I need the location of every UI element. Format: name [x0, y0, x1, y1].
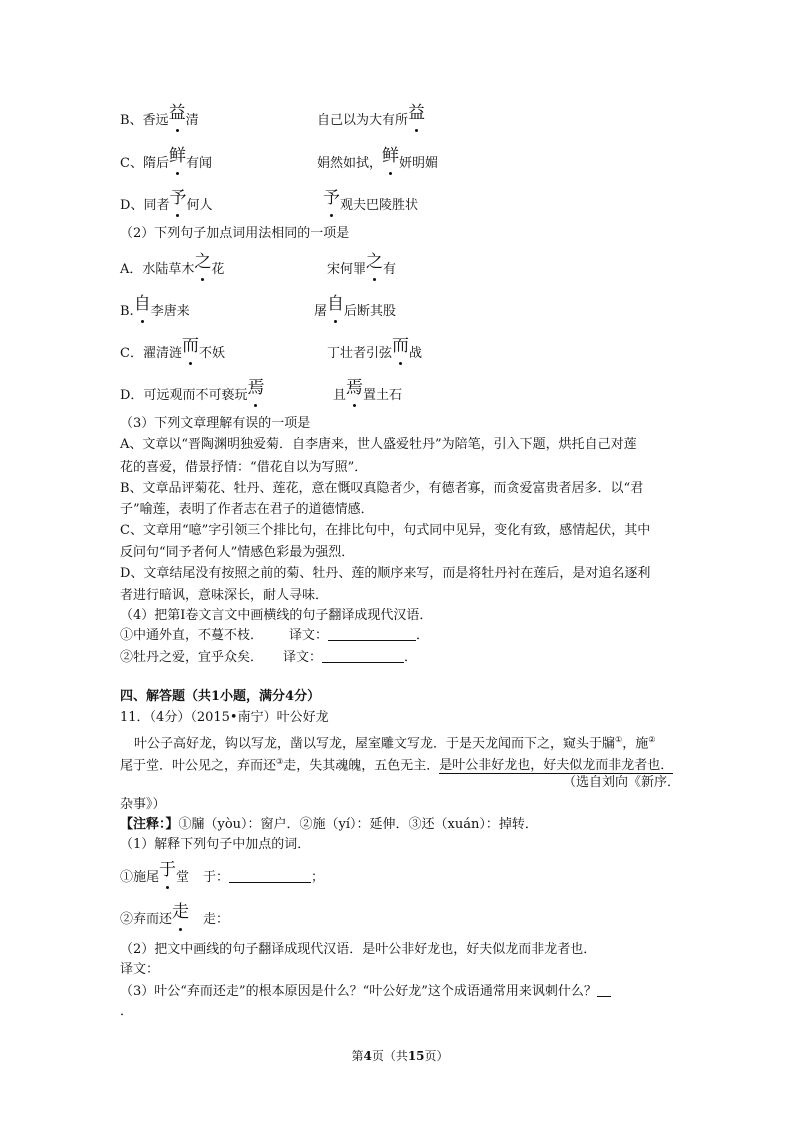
dotted-char: 之: [366, 252, 384, 272]
q2-option-c: C．濯清涟而不妖: [120, 336, 225, 361]
dotted-char: 走: [172, 902, 190, 922]
page-footer: 第4页（共15页）: [351, 1049, 449, 1063]
q3-option-b-line2: 子”喻莲，表明了作者志在君子的道德情感．: [120, 502, 374, 517]
dotted-char: 自: [133, 294, 151, 314]
q11-sub1: （1）解释下列句子中加点的词．: [120, 837, 311, 852]
q11-passage-line2: 尾于堂．叶公见之，弃而还③走，失其魂魄，五色无主．是叶公非好龙也，好夫似龙而非龙者也．: [120, 757, 674, 774]
q1-option-b: B、香远益清: [120, 103, 199, 128]
q11-explain-1: ①施尾于堂 于： ；: [120, 860, 325, 885]
answer-blank[interactable]: [322, 648, 404, 663]
q3-title: （3）下列文章理解有误的一项是: [120, 416, 311, 431]
q2-option-a-second: 宋何罪之有: [327, 252, 397, 277]
q11-sub3: （3）叶公“弃而还走”的根本原因是什么？“叶公好龙”这个成语通常用来讽刺什么？: [120, 982, 611, 1002]
q1-option-c-second: 娟然如拭，鲜妍明媚: [317, 146, 439, 171]
q1-option-d-second: 予观夫巴陵胜状: [323, 188, 419, 213]
q2-title: （2）下列句子加点词用法相同的一项是: [120, 226, 350, 241]
dotted-char: 之: [194, 252, 212, 272]
q4-title: （4）把第Ⅰ卷文言文中画横线的句子翻译成现代汉语．: [120, 608, 433, 623]
q1-option-d: D、同者予何人: [120, 188, 213, 213]
dotted-char: 焉: [346, 378, 364, 398]
q2-option-b-second: 屠自后断其股: [314, 294, 397, 319]
answer-blank[interactable]: [328, 626, 416, 641]
q11-sub2: （2）把文中画线的句子翻译成现代汉语．是叶公非好龙也，好夫似龙而非龙者也．: [120, 942, 597, 957]
q2-option-a: A．水陆草木之花: [120, 252, 225, 277]
q11-translation: 译文：: [120, 962, 160, 977]
q11-notes: 【注释：】①牖（yòu）：窗户．②施（yí）：延伸．③还（xuán）：掉转．: [120, 817, 538, 832]
q4-sentence-2: ②牡丹之爱，宜乎众矣． 译文： ．: [120, 650, 418, 665]
dotted-char: 益: [168, 103, 186, 123]
q11-sub3-end: ．: [120, 1004, 134, 1019]
q3-option-d-line2: 者进行暗讽，意味深长，耐人寻味．: [120, 588, 329, 603]
q3-option-c-line2: 反问句“同予者何人”情感色彩最为强烈．: [120, 545, 355, 560]
dotted-char: 自: [327, 294, 345, 314]
q3-option-a-line1: A、文章以“晋陶渊明独爱菊．自李唐来，世人盛爱牡丹”为陪笔，引入下题，烘托自己对莲: [120, 437, 637, 452]
q2-option-d-second: 且焉置土石: [333, 378, 403, 403]
section-heading: 四、解答题（共1小题，满分4分）: [120, 689, 321, 704]
q11-passage-line1: 叶公子高好龙，钩以写龙，凿以写龙，屋室雕文写龙．于是天龙闻而下之，窥头于牖①，施②: [134, 735, 656, 752]
q11-header: 11．（4分）（2015•南宁）叶公好龙: [120, 710, 329, 725]
q2-option-d: D．可远观而不可亵玩焉: [120, 378, 265, 403]
q2-option-c-second: 丁壮者引弦而战: [327, 336, 423, 361]
q3-option-a-line2: 花的喜爱，借景抒情：“借花自以为写照”．: [120, 460, 368, 475]
dotted-char: 而: [392, 336, 410, 356]
q1-option-c: C、隋后鲜有闻: [120, 146, 212, 171]
dotted-char: 予: [169, 188, 187, 208]
dotted-char: 焉: [247, 378, 265, 398]
dotted-char: 鲜: [382, 146, 400, 166]
dotted-char: 而: [181, 336, 199, 356]
q11-explain-2: ②弃而还走 走：: [120, 902, 230, 927]
q2-option-b: B.自李唐来: [120, 294, 190, 319]
q3-option-d-line1: D、文章结尾没有按照之前的菊、牡丹、莲的顺序来写，而是将牡丹衬在莲后，是对追名逐利: [120, 566, 651, 581]
dotted-char: 于: [159, 860, 177, 880]
answer-blank[interactable]: [229, 868, 311, 883]
q3-option-c-line1: C、文章用“噫”字引领三个排比句，在排比句中，句式同中见异，变化有致，感情起伏，其中: [120, 523, 651, 538]
answer-blank[interactable]: [597, 982, 611, 997]
q3-option-b-line1: B、文章品评菊花、牡丹、莲花，意在慨叹真隐者少，有德者寡，而贪爱富贵者居多．以“君: [120, 481, 644, 496]
q11-source-line1: （选自刘向《新序．: [563, 775, 681, 790]
q1-option-b-second: 自己以为大有所益: [317, 103, 426, 128]
dotted-char: 鲜: [168, 146, 186, 166]
dotted-char: 予: [323, 188, 340, 208]
q4-sentence-1: ①中通外直，不蔓不枝． 译文： ．: [120, 628, 430, 643]
dotted-char: 益: [408, 103, 426, 123]
q11-source-line2: 杂事》）: [120, 797, 166, 812]
underlined-sentence: 是叶公非好龙也，好夫似龙而非龙者也．: [439, 758, 674, 774]
